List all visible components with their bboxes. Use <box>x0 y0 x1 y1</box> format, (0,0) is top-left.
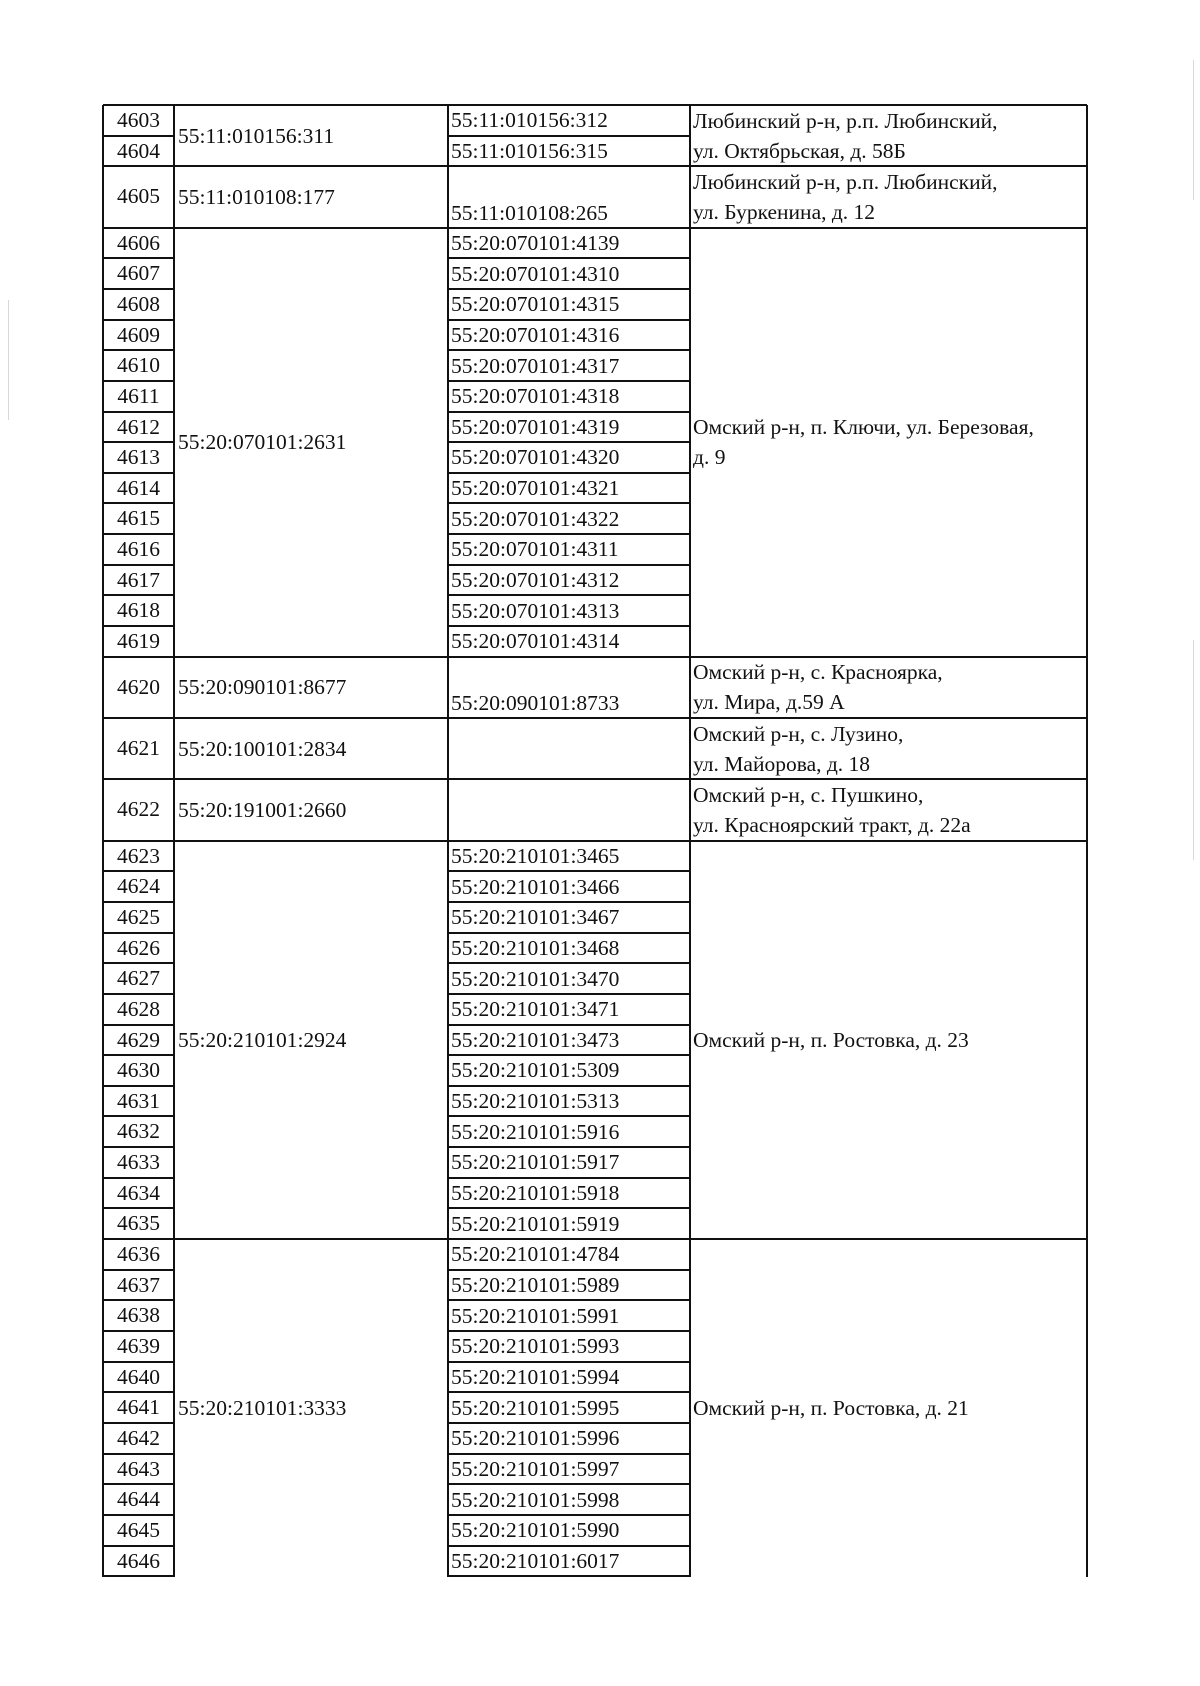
object-address <box>690 718 1087 779</box>
table-rule <box>448 1361 690 1363</box>
table-rule <box>448 319 690 321</box>
parent-cadastral-number: 55:11:010108:177 <box>178 184 335 209</box>
table-rule <box>102 105 104 1577</box>
child-cadastral-number: 55:20:210101:3470 <box>451 966 620 991</box>
row-number: 4642 <box>117 1425 160 1450</box>
parent-cadastral-number: 55:20:210101:2924 <box>178 1027 347 1052</box>
child-cadastral-number: 55:20:210101:5996 <box>451 1426 620 1451</box>
row-number: 4610 <box>117 353 160 378</box>
table-rule <box>103 1146 174 1148</box>
child-cadastral-number: 55:20:210101:5916 <box>451 1119 620 1144</box>
child-cadastral-number: 55:20:070101:4320 <box>451 445 620 470</box>
table-rule <box>103 1115 174 1117</box>
table-rule <box>103 1177 174 1179</box>
table-rule <box>448 1207 690 1209</box>
table-rule <box>689 105 691 1577</box>
row-number: 4646 <box>117 1548 160 1573</box>
table-rule <box>103 472 174 474</box>
row-number: 4613 <box>117 445 160 470</box>
child-cadastral-number: 55:20:210101:3468 <box>451 935 620 960</box>
table-rule <box>448 1054 690 1056</box>
scan-edge-mark <box>8 300 9 420</box>
child-cadastral-number: 55:20:070101:4313 <box>451 598 620 623</box>
row-number: 4620 <box>117 674 160 699</box>
table-rule <box>448 1422 690 1424</box>
child-cadastral-number: 55:20:210101:3473 <box>451 1027 620 1052</box>
address-line: д. 9 <box>693 445 726 470</box>
child-cadastral-number: 55:11:010156:315 <box>451 138 608 163</box>
table-rule <box>448 625 690 627</box>
table-rule <box>448 135 690 137</box>
table-rule <box>103 993 174 995</box>
child-cadastral-number: 55:20:210101:5994 <box>451 1364 620 1389</box>
child-cadastral-number <box>448 779 690 840</box>
table-rule <box>103 227 1087 229</box>
table-rule <box>103 1483 174 1485</box>
child-cadastral-number: 55:20:210101:5989 <box>451 1273 620 1297</box>
row-number: 4628 <box>117 996 160 1021</box>
child-cadastral-number: 55:20:070101:4318 <box>451 384 620 409</box>
table-rule <box>448 472 690 474</box>
table-rule <box>103 1514 174 1516</box>
table-rule <box>1086 105 1088 1577</box>
child-cadastral-number: 55:20:210101:5917 <box>451 1150 620 1175</box>
row-number: 4612 <box>117 414 160 439</box>
child-cadastral-number: 55:20:070101:4317 <box>451 353 620 378</box>
row-number: 4605 <box>117 184 160 209</box>
row-number: 4639 <box>117 1334 160 1358</box>
child-cadastral-number: 55:20:210101:6017 <box>451 1548 620 1573</box>
table-rule <box>103 1238 1087 1240</box>
row-number: 4640 <box>117 1364 160 1389</box>
row-number: 4624 <box>117 874 160 899</box>
address-line: ул. Мира, д.59 А <box>693 690 845 715</box>
row-number: 4638 <box>117 1303 160 1328</box>
child-cadastral-number: 55:11:010156:312 <box>451 108 608 133</box>
child-cadastral-number: 55:20:210101:5997 <box>451 1456 620 1481</box>
row-number: 4623 <box>117 843 160 868</box>
table-rule <box>448 993 690 995</box>
address-line: ул. Октябрьская, д. 58Б <box>693 138 906 163</box>
address-line: Омский р-н, с. Лузино, <box>693 721 904 746</box>
table-rule <box>103 1361 174 1363</box>
object-address <box>690 657 1087 718</box>
table-rule <box>448 1575 690 1577</box>
row-number: 4607 <box>117 261 160 286</box>
child-cadastral-number: 55:20:070101:4322 <box>451 506 620 531</box>
row-number: 4631 <box>117 1088 160 1113</box>
row-number: 4627 <box>117 966 160 991</box>
child-cadastral-number: 55:20:070101:4310 <box>451 261 620 286</box>
address-line: Омский р-н, п. Ростовка, д. 23 <box>693 1027 969 1052</box>
row-number: 4634 <box>117 1180 160 1205</box>
address-lines <box>693 719 903 779</box>
object-address <box>690 779 1087 840</box>
table-rule <box>448 1514 690 1516</box>
child-cadastral-number: 55:20:210101:5990 <box>451 1518 620 1543</box>
row-number: 4604 <box>117 138 160 163</box>
row-number: 4644 <box>117 1487 160 1512</box>
child-cadastral-number: 55:20:070101:4315 <box>451 292 620 317</box>
table-rule <box>173 105 175 1577</box>
address-line: Любинский р-н, р.п. Любинский, <box>693 108 998 133</box>
address-lines <box>693 1025 969 1055</box>
child-cadastral-number: 55:20:210101:3471 <box>451 997 620 1022</box>
table-rule <box>448 1146 690 1148</box>
row-number: 4622 <box>117 797 160 822</box>
table-rule <box>448 1299 690 1301</box>
table-rule <box>103 1330 174 1332</box>
child-cadastral-number: 55:20:070101:4311 <box>451 537 619 562</box>
object-address <box>690 1239 1087 1576</box>
row-number: 4617 <box>117 567 160 592</box>
table-rule <box>448 380 690 382</box>
row-number: 4630 <box>117 1058 160 1083</box>
table-rule <box>103 288 174 290</box>
address-lines <box>693 657 943 717</box>
table-rule <box>103 1422 174 1424</box>
child-cadastral-number: 55:20:210101:5918 <box>451 1181 620 1206</box>
row-number: 4606 <box>117 230 160 255</box>
table-rule <box>103 1024 174 1026</box>
table-rule <box>103 135 174 137</box>
parent-cadastral-number: 55:20:191001:2660 <box>178 797 347 822</box>
child-cadastral-number: 55:20:210101:5313 <box>451 1089 620 1114</box>
address-lines <box>693 780 971 840</box>
address-line: ул. Красноярский тракт, д. 22а <box>693 812 971 837</box>
table-rule <box>448 533 690 535</box>
object-address <box>690 166 1087 227</box>
row-number: 4637 <box>117 1272 160 1297</box>
row-number: 4609 <box>117 322 160 347</box>
row-number: 4643 <box>117 1456 160 1481</box>
row-number: 4608 <box>117 291 160 316</box>
table-rule <box>103 533 174 535</box>
table-rule <box>448 932 690 934</box>
child-cadastral-number: 55:20:210101:5991 <box>451 1303 620 1328</box>
table-rule <box>103 778 1087 780</box>
table-rule <box>103 1054 174 1056</box>
table-rule <box>103 656 1087 658</box>
table-rule <box>103 502 174 504</box>
table-rule <box>448 1330 690 1332</box>
address-line: Омский р-н, с. Красноярка, <box>693 660 943 685</box>
child-cadastral-number: 55:20:070101:4314 <box>451 629 620 654</box>
table-rule <box>103 380 174 382</box>
table-rule <box>448 1545 690 1547</box>
table-rule <box>103 1545 174 1547</box>
row-number: 4633 <box>117 1150 160 1175</box>
address-lines <box>693 412 1034 472</box>
child-cadastral-number: 55:20:070101:4316 <box>451 322 620 347</box>
table-rule <box>103 932 174 934</box>
child-cadastral-number: 55:20:210101:3466 <box>451 874 620 899</box>
child-cadastral-number <box>448 718 690 779</box>
row-number: 4625 <box>117 904 160 929</box>
table-rule <box>103 840 1087 842</box>
child-cadastral-number: 55:20:070101:4139 <box>451 230 620 255</box>
table-rule <box>448 594 690 596</box>
row-number: 4632 <box>117 1119 160 1144</box>
object-address <box>690 841 1087 1239</box>
table-rule <box>448 1085 690 1087</box>
table-rule <box>448 962 690 964</box>
address-line: ул. Буркенина, д. 12 <box>693 199 876 224</box>
address-line: Омский р-н, с. Пушкино, <box>693 782 924 807</box>
row-number: 4626 <box>117 935 160 960</box>
table-rule <box>103 1453 174 1455</box>
table-rule <box>103 441 174 443</box>
child-cadastral-number: 55:20:210101:5993 <box>451 1334 620 1359</box>
table-rule <box>448 901 690 903</box>
child-cadastral-number: 55:20:210101:5919 <box>451 1211 620 1236</box>
row-number: 4641 <box>117 1395 160 1420</box>
table-rule <box>448 1483 690 1485</box>
table-rule <box>103 717 1087 719</box>
parent-cadastral-number: 55:20:100101:2834 <box>178 736 347 761</box>
child-cadastral-number: 55:20:210101:4784 <box>451 1242 620 1267</box>
table-rule <box>448 1269 690 1271</box>
table-rule <box>103 1269 174 1271</box>
table-rule <box>103 962 174 964</box>
row-number: 4636 <box>117 1242 160 1267</box>
child-cadastral-number: 55:20:070101:4321 <box>451 476 620 501</box>
table-rule <box>448 349 690 351</box>
parent-cadastral-number: 55:11:010156:311 <box>178 123 335 148</box>
parent-cadastral-number: 55:20:090101:8677 <box>178 675 347 700</box>
address-lines <box>693 167 998 227</box>
address-lines <box>693 106 998 166</box>
table-rule <box>448 564 690 566</box>
table-rule <box>448 502 690 504</box>
row-number: 4603 <box>117 108 160 132</box>
table-rule <box>448 411 690 413</box>
row-number: 4635 <box>117 1211 160 1236</box>
table-rule <box>103 319 174 321</box>
table-rule <box>448 1115 690 1117</box>
child-cadastral-number: 55:20:210101:5995 <box>451 1395 620 1420</box>
row-number: 4621 <box>117 736 160 760</box>
row-number: 4645 <box>117 1517 160 1542</box>
object-address <box>690 228 1087 657</box>
address-lines <box>693 1393 969 1423</box>
parent-cadastral-number: 55:20:210101:3333 <box>178 1395 347 1420</box>
table-rule <box>103 1299 174 1301</box>
table-rule <box>103 901 174 903</box>
row-number: 4618 <box>117 598 160 623</box>
table-rule <box>448 1391 690 1393</box>
scan-edge-mark <box>1193 640 1194 860</box>
table-rule <box>448 288 690 290</box>
table-rule <box>103 1391 174 1393</box>
address-line: Омский р-н, п. Ростовка, д. 21 <box>693 1395 969 1420</box>
address-line: Любинский р-н, р.п. Любинский, <box>693 169 998 194</box>
address-line: Омский р-н, п. Ключи, ул. Березовая, <box>693 415 1034 440</box>
parent-cadastral-number: 55:20:070101:2631 <box>178 430 347 455</box>
table-rule <box>103 1085 174 1087</box>
child-cadastral-number: 55:20:210101:3467 <box>451 905 620 930</box>
table-rule <box>103 594 174 596</box>
table-rule <box>448 870 690 872</box>
table-rule <box>447 105 449 1577</box>
table-rule <box>103 349 174 351</box>
table-rule <box>448 1177 690 1179</box>
table-rule <box>448 257 690 259</box>
table-rule <box>448 441 690 443</box>
object-address <box>690 105 1087 166</box>
child-cadastral-number: 55:20:210101:5309 <box>451 1058 620 1083</box>
table-rule <box>448 1024 690 1026</box>
row-number: 4619 <box>117 629 160 654</box>
child-cadastral-number: 55:11:010108:265 <box>451 200 608 225</box>
table-rule <box>103 104 1087 106</box>
table-rule <box>103 411 174 413</box>
row-number: 4629 <box>117 1027 160 1052</box>
table-rule <box>103 257 174 259</box>
row-number: 4615 <box>117 506 160 531</box>
row-number: 4614 <box>117 475 160 500</box>
child-cadastral-number: 55:20:210101:3465 <box>451 843 620 868</box>
child-cadastral-number: 55:20:070101:4312 <box>451 568 620 593</box>
table-rule <box>103 625 174 627</box>
child-cadastral-number: 55:20:090101:8733 <box>451 690 620 715</box>
child-cadastral-number: 55:20:070101:4319 <box>451 414 620 439</box>
address-line: ул. Майорова, д. 18 <box>693 751 871 776</box>
table-rule <box>103 870 174 872</box>
table-rule <box>103 1207 174 1209</box>
table-rule <box>103 564 174 566</box>
row-number: 4616 <box>117 537 160 562</box>
table-rule <box>103 165 1087 167</box>
scan-edge-mark <box>1193 60 1194 200</box>
child-cadastral-number: 55:20:210101:5998 <box>451 1487 620 1512</box>
row-number: 4611 <box>117 383 160 408</box>
table-rule <box>103 1575 174 1577</box>
table-rule <box>448 1453 690 1455</box>
